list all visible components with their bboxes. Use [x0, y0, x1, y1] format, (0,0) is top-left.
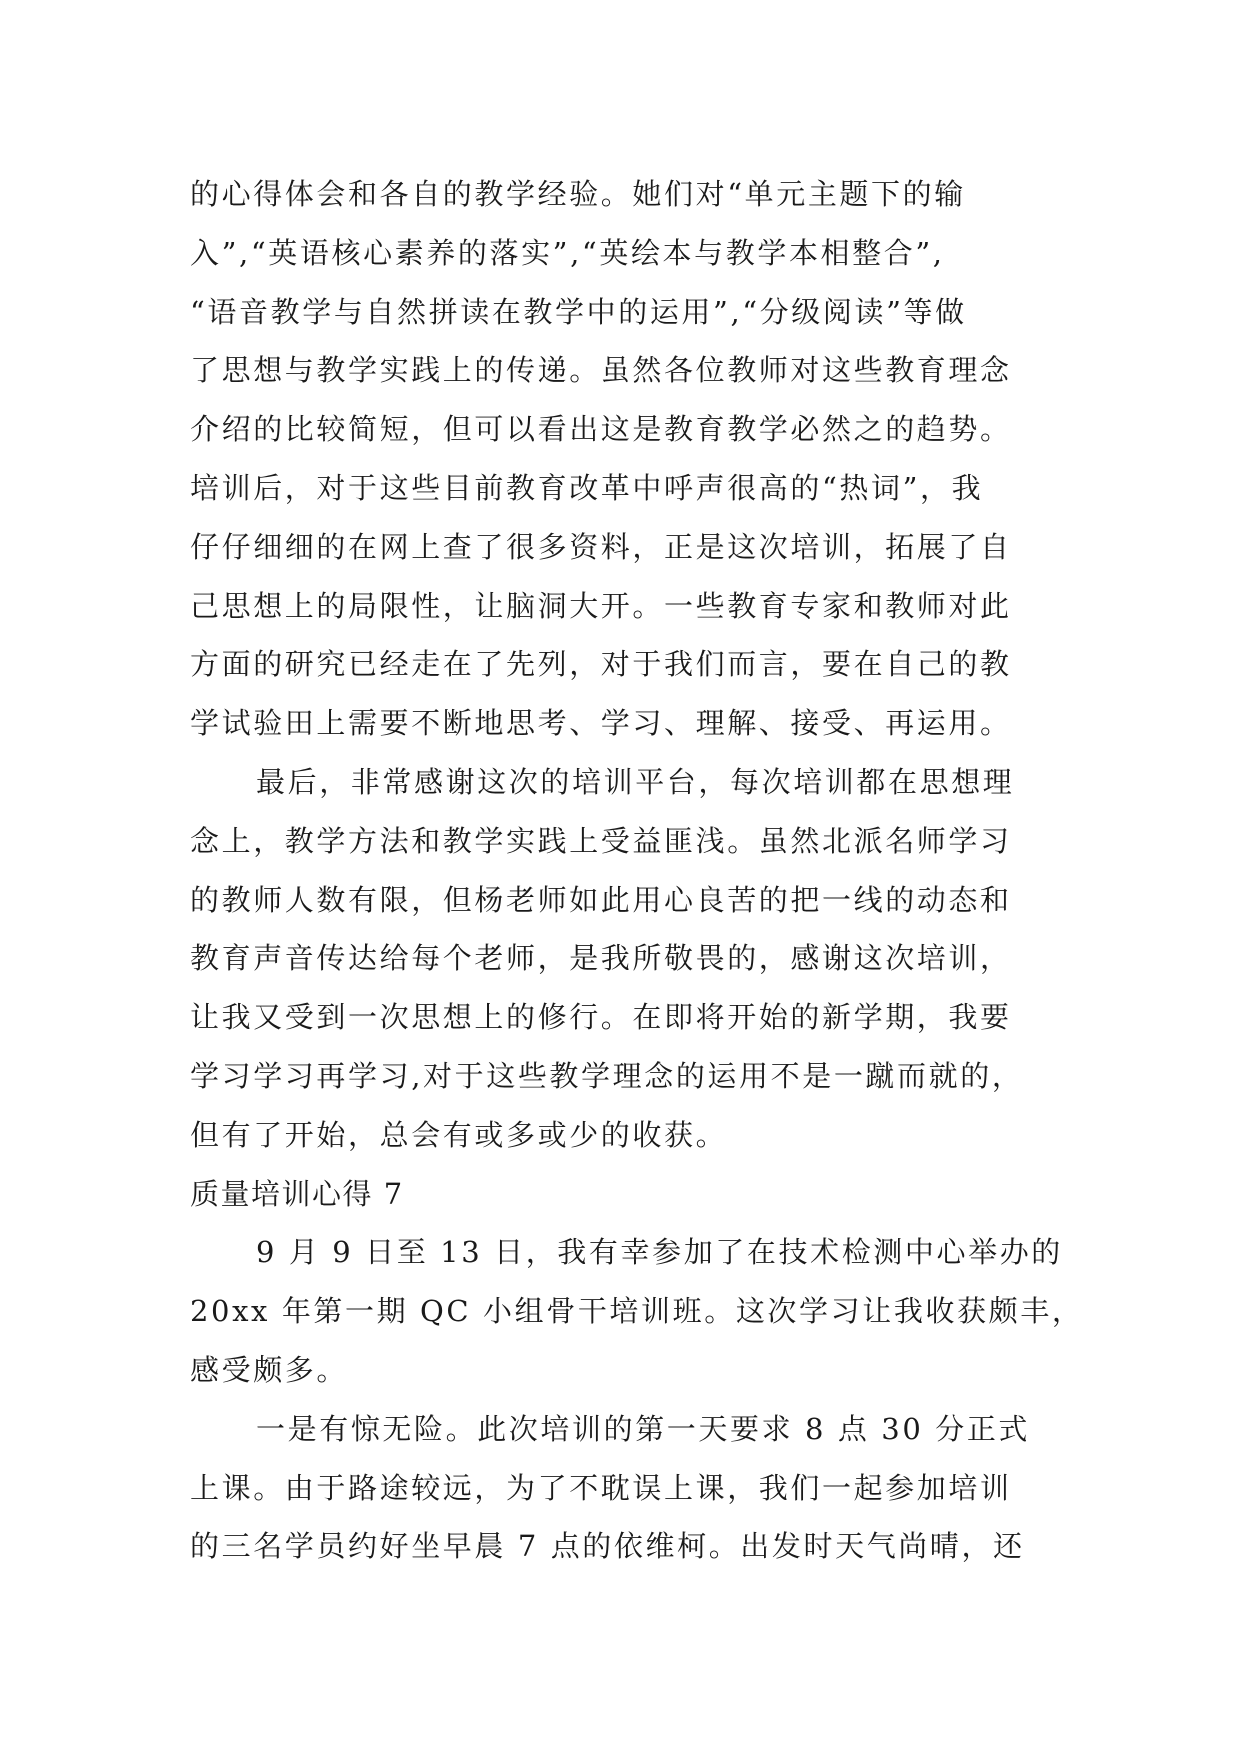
text-line: 学习学习再学习,对于这些教学理念的运用不是一蹴而就的， [190, 1058, 1024, 1093]
text-line: 方面的研究已经走在了先列，对于我们而言，要在自己的教 [190, 647, 1012, 682]
document-page [190, 165, 1084, 1576]
text-line: 但有了开始，总会有或多或少的收获。 [190, 1117, 728, 1152]
text-line: 介绍的比较简短，但可以看出这是教育教学必然之的趋势。 [190, 412, 1012, 447]
text-line: 20xx 年第一期 QC 小组骨干培训班。这次学习让我收获颇丰， [190, 1294, 1084, 1329]
text-line: 教育声音传达给每个老师，是我所敬畏的，感谢这次培训， [190, 941, 1012, 976]
text-line: 感受颇多。 [190, 1352, 349, 1387]
text-line: 学试验田上需要不断地思考、学习、理解、接受、再运用。 [190, 706, 1012, 741]
text-line: 让我又受到一次思想上的修行。在即将开始的新学期，我要 [190, 1000, 1012, 1035]
paragraph-start-line: 一是有惊无险。此次培训的第一天要求 8 点 30 分正式 [256, 1411, 1031, 1446]
text-line: 仔仔细细的在网上查了很多资料，正是这次培训，拓展了自 [190, 529, 1012, 564]
text-line: 入”,“英语核心素养的落实”,“英绘本与教学本相整合”, [190, 235, 945, 270]
paragraph-start-line: 最后，非常感谢这次的培训平台，每次培训都在思想理 [256, 764, 1015, 799]
text-line: 的心得体会和各自的教学经验。她们对“单元主题下的输 [190, 177, 966, 211]
section-heading: 质量培训心得 7 [190, 1176, 404, 1211]
text-line: 的三名学员约好坐早晨 7 点的依维柯。出发时天气尚晴，还 [190, 1529, 1025, 1564]
text-line: 念上，教学方法和教学实践上受益匪浅。虽然北派名师学习 [190, 823, 1012, 858]
paragraph-start-line: 9 月 9 日至 13 日，我有幸参加了在技术检测中心举办的 [256, 1235, 1063, 1270]
text-line: 己思想上的局限性，让脑洞大开。一些教育专家和教师对此 [190, 588, 1012, 623]
text-line: 了思想与教学实践上的传递。虽然各位教师对这些教育理念 [190, 353, 1012, 388]
text-line: 培训后，对于这些目前教育改革中呼声很高的“热词”，我 [190, 470, 984, 505]
text-line: “语音教学与自然拼读在教学中的运用”,“分级阅读”等做 [190, 294, 967, 329]
text-line: 上课。由于路途较远，为了不耽误上课，我们一起参加培训 [190, 1470, 1012, 1505]
text-line: 的教师人数有限，但杨老师如此用心良苦的把一线的动态和 [190, 882, 1012, 917]
